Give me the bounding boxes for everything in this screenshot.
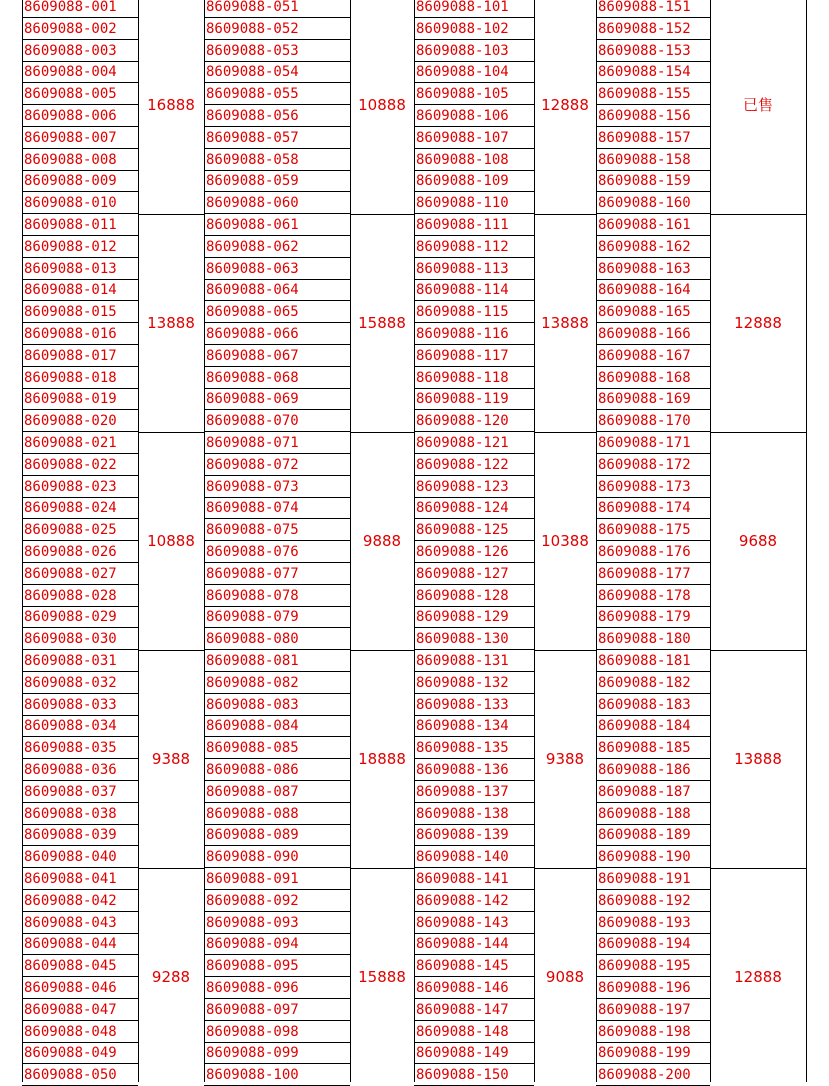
- phone-number-cell: 8609088-070: [204, 410, 350, 432]
- phone-number-cell: 8609088-143: [414, 912, 534, 934]
- phone-number-cell: 8609088-171: [596, 432, 710, 454]
- phone-number-cell: 8609088-051: [204, 0, 350, 18]
- phone-number-cell: 8609088-198: [596, 1021, 710, 1043]
- phone-number-cell: 8609088-066: [204, 323, 350, 345]
- phone-number-cell: 8609088-112: [414, 236, 534, 258]
- phone-number-cell: 8609088-120: [414, 410, 534, 432]
- price-cell: 已售: [742, 96, 773, 114]
- phone-number-cell: 8609088-077: [204, 563, 350, 585]
- phone-number-cell: 8609088-026: [22, 541, 138, 563]
- phone-number-cell: 8609088-064: [204, 279, 350, 301]
- phone-number-cell: 8609088-102: [414, 18, 534, 40]
- group-divider: [534, 868, 596, 869]
- phone-number-cell: 8609088-148: [414, 1021, 534, 1043]
- phone-number-cell: 8609088-181: [596, 650, 710, 672]
- phone-number-cell: 8609088-105: [414, 83, 534, 105]
- phone-number-cell: 8609088-195: [596, 955, 710, 977]
- phone-number-cell: 8609088-033: [22, 694, 138, 716]
- phone-number-cell: 8609088-006: [22, 105, 138, 127]
- phone-number-cell: 8609088-151: [596, 0, 710, 18]
- phone-number-cell: 8609088-158: [596, 149, 710, 171]
- phone-number-cell: 8609088-168: [596, 367, 710, 389]
- phone-number-cell: 8609088-079: [204, 606, 350, 628]
- phone-number-cell: 8609088-199: [596, 1042, 710, 1064]
- phone-number-cell: 8609088-010: [22, 192, 138, 214]
- phone-number-cell: 8609088-122: [414, 454, 534, 476]
- group-divider: [350, 432, 414, 433]
- phone-number-cell: 8609088-019: [22, 388, 138, 410]
- phone-number-cell: 8609088-135: [414, 737, 534, 759]
- phone-number-cell: 8609088-157: [596, 127, 710, 149]
- group-divider: [138, 432, 204, 433]
- phone-number-cell: 8609088-017: [22, 345, 138, 367]
- phone-number-cell: 8609088-009: [22, 170, 138, 192]
- phone-number-cell: 8609088-095: [204, 955, 350, 977]
- phone-number-cell: 8609088-034: [22, 715, 138, 737]
- phone-number-cell: 8609088-169: [596, 388, 710, 410]
- phone-number-cell: 8609088-163: [596, 258, 710, 280]
- phone-number-cell: 8609088-018: [22, 367, 138, 389]
- phone-number-cell: 8609088-129: [414, 606, 534, 628]
- phone-number-cell: 8609088-020: [22, 410, 138, 432]
- phone-number-cell: 8609088-116: [414, 323, 534, 345]
- phone-number-cell: 8609088-173: [596, 476, 710, 498]
- phone-number-cell: 8609088-175: [596, 519, 710, 541]
- phone-number-cell: 8609088-012: [22, 236, 138, 258]
- phone-number-cell: 8609088-131: [414, 650, 534, 672]
- phone-number-cell: 8609088-097: [204, 999, 350, 1021]
- phone-number-cell: 8609088-200: [596, 1064, 710, 1086]
- phone-number-cell: 8609088-185: [596, 737, 710, 759]
- grid-line-vertical: [806, 0, 807, 1082]
- phone-number-cell: 8609088-156: [596, 105, 710, 127]
- phone-number-cell: 8609088-047: [22, 999, 138, 1021]
- phone-number-cell: 8609088-036: [22, 759, 138, 781]
- phone-number-cell: 8609088-146: [414, 977, 534, 999]
- phone-number-cell: 8609088-008: [22, 149, 138, 171]
- phone-number-cell: 8609088-075: [204, 519, 350, 541]
- phone-number-cell: 8609088-027: [22, 563, 138, 585]
- phone-number-cell: 8609088-141: [414, 868, 534, 890]
- phone-number-cell: 8609088-057: [204, 127, 350, 149]
- price-cell: 13888: [147, 314, 195, 332]
- phone-number-cell: 8609088-186: [596, 759, 710, 781]
- phone-number-cell: 8609088-150: [414, 1064, 534, 1086]
- phone-number-cell: 8609088-133: [414, 694, 534, 716]
- phone-number-cell: 8609088-081: [204, 650, 350, 672]
- phone-number-cell: 8609088-086: [204, 759, 350, 781]
- phone-number-cell: 8609088-125: [414, 519, 534, 541]
- phone-number-cell: 8609088-011: [22, 214, 138, 236]
- phone-number-cell: 8609088-193: [596, 912, 710, 934]
- phone-number-cell: 8609088-121: [414, 432, 534, 454]
- phone-number-cell: 8609088-154: [596, 61, 710, 83]
- phone-number-cell: 8609088-053: [204, 40, 350, 62]
- phone-number-cell: 8609088-030: [22, 628, 138, 650]
- phone-number-cell: 8609088-124: [414, 497, 534, 519]
- phone-number-cell: 8609088-153: [596, 40, 710, 62]
- phone-number-cell: 8609088-023: [22, 476, 138, 498]
- phone-number-cell: 8609088-145: [414, 955, 534, 977]
- phone-number-cell: 8609088-029: [22, 606, 138, 628]
- group-divider: [710, 432, 806, 433]
- phone-number-cell: 8609088-170: [596, 410, 710, 432]
- phone-number-cell: 8609088-140: [414, 846, 534, 868]
- phone-number-cell: 8609088-101: [414, 0, 534, 18]
- phone-number-cell: 8609088-025: [22, 519, 138, 541]
- phone-number-cell: 8609088-127: [414, 563, 534, 585]
- phone-number-cell: 8609088-189: [596, 824, 710, 846]
- phone-number-cell: 8609088-082: [204, 672, 350, 694]
- phone-number-cell: 8609088-152: [596, 18, 710, 40]
- group-divider: [710, 650, 806, 651]
- phone-number-cell: 8609088-074: [204, 497, 350, 519]
- group-divider: [350, 650, 414, 651]
- phone-number-cell: 8609088-035: [22, 737, 138, 759]
- phone-number-cell: 8609088-159: [596, 170, 710, 192]
- phone-number-cell: 8609088-109: [414, 170, 534, 192]
- phone-number-cell: 8609088-041: [22, 868, 138, 890]
- phone-number-cell: 8609088-098: [204, 1021, 350, 1043]
- phone-number-cell: 8609088-056: [204, 105, 350, 127]
- phone-number-cell: 8609088-139: [414, 824, 534, 846]
- phone-number-cell: 8609088-187: [596, 781, 710, 803]
- price-cell: 12888: [734, 968, 782, 986]
- phone-number-cell: 8609088-001: [22, 0, 138, 18]
- price-cell: 9288: [151, 968, 191, 986]
- price-cell: 15888: [358, 968, 406, 986]
- phone-number-cell: 8609088-099: [204, 1042, 350, 1064]
- phone-number-cell: 8609088-050: [22, 1064, 138, 1086]
- price-cell: 9388: [545, 750, 585, 768]
- phone-number-cell: 8609088-137: [414, 781, 534, 803]
- phone-number-cell: 8609088-096: [204, 977, 350, 999]
- price-cell: 12888: [541, 96, 589, 114]
- price-cell: 10888: [147, 532, 195, 550]
- phone-number-cell: 8609088-167: [596, 345, 710, 367]
- phone-number-cell: 8609088-142: [414, 890, 534, 912]
- group-divider: [534, 432, 596, 433]
- phone-number-cell: 8609088-014: [22, 279, 138, 301]
- phone-number-cell: 8609088-039: [22, 824, 138, 846]
- group-divider: [534, 214, 596, 215]
- phone-number-cell: 8609088-126: [414, 541, 534, 563]
- phone-number-cell: 8609088-107: [414, 127, 534, 149]
- phone-number-cell: 8609088-002: [22, 18, 138, 40]
- phone-number-cell: 8609088-065: [204, 301, 350, 323]
- price-cell: 12888: [734, 314, 782, 332]
- price-cell: 13888: [541, 314, 589, 332]
- phone-number-cell: 8609088-072: [204, 454, 350, 476]
- phone-number-cell: 8609088-094: [204, 933, 350, 955]
- group-divider: [138, 868, 204, 869]
- phone-number-cell: 8609088-080: [204, 628, 350, 650]
- phone-number-cell: 8609088-015: [22, 301, 138, 323]
- group-divider: [534, 650, 596, 651]
- phone-number-cell: 8609088-062: [204, 236, 350, 258]
- phone-number-cell: 8609088-042: [22, 890, 138, 912]
- group-divider: [350, 214, 414, 215]
- phone-number-cell: 8609088-115: [414, 301, 534, 323]
- phone-number-cell: 8609088-144: [414, 933, 534, 955]
- phone-number-cell: 8609088-191: [596, 868, 710, 890]
- phone-number-cell: 8609088-084: [204, 715, 350, 737]
- phone-number-cell: 8609088-007: [22, 127, 138, 149]
- phone-number-cell: 8609088-078: [204, 585, 350, 607]
- phone-number-cell: 8609088-117: [414, 345, 534, 367]
- price-cell: 10388: [541, 532, 589, 550]
- phone-number-cell: 8609088-054: [204, 61, 350, 83]
- phone-number-cell: 8609088-046: [22, 977, 138, 999]
- phone-number-cell: 8609088-149: [414, 1042, 534, 1064]
- phone-number-cell: 8609088-069: [204, 388, 350, 410]
- phone-number-cell: 8609088-184: [596, 715, 710, 737]
- phone-number-cell: 8609088-190: [596, 846, 710, 868]
- price-cell: 16888: [147, 96, 195, 114]
- phone-number-cell: 8609088-179: [596, 606, 710, 628]
- phone-number-cell: 8609088-114: [414, 279, 534, 301]
- phone-number-cell: 8609088-182: [596, 672, 710, 694]
- phone-number-cell: 8609088-024: [22, 497, 138, 519]
- phone-number-cell: 8609088-092: [204, 890, 350, 912]
- phone-number-cell: 8609088-183: [596, 694, 710, 716]
- phone-number-cell: 8609088-113: [414, 258, 534, 280]
- phone-number-cell: 8609088-049: [22, 1042, 138, 1064]
- phone-number-cell: 8609088-021: [22, 432, 138, 454]
- price-cell: 13888: [734, 750, 782, 768]
- price-cell: 18888: [358, 750, 406, 768]
- price-cell: 9888: [362, 532, 402, 550]
- phone-number-cell: 8609088-031: [22, 650, 138, 672]
- phone-number-cell: 8609088-028: [22, 585, 138, 607]
- phone-number-cell: 8609088-032: [22, 672, 138, 694]
- phone-number-cell: 8609088-052: [204, 18, 350, 40]
- phone-number-cell: 8609088-055: [204, 83, 350, 105]
- phone-number-cell: 8609088-155: [596, 83, 710, 105]
- phone-number-cell: 8609088-118: [414, 367, 534, 389]
- price-cell: 15888: [358, 314, 406, 332]
- phone-number-cell: 8609088-110: [414, 192, 534, 214]
- phone-number-cell: 8609088-088: [204, 803, 350, 825]
- phone-number-cell: 8609088-048: [22, 1021, 138, 1043]
- phone-number-cell: 8609088-038: [22, 803, 138, 825]
- group-divider: [350, 868, 414, 869]
- phone-number-cell: 8609088-013: [22, 258, 138, 280]
- phone-number-cell: 8609088-194: [596, 933, 710, 955]
- group-divider: [138, 650, 204, 651]
- phone-number-cell: 8609088-161: [596, 214, 710, 236]
- phone-number-cell: 8609088-164: [596, 279, 710, 301]
- group-divider: [710, 214, 806, 215]
- phone-number-cell: 8609088-177: [596, 563, 710, 585]
- phone-number-cell: 8609088-160: [596, 192, 710, 214]
- phone-number-cell: 8609088-016: [22, 323, 138, 345]
- phone-number-cell: 8609088-022: [22, 454, 138, 476]
- phone-number-cell: 8609088-045: [22, 955, 138, 977]
- phone-number-cell: 8609088-166: [596, 323, 710, 345]
- phone-number-cell: 8609088-093: [204, 912, 350, 934]
- phone-number-cell: 8609088-180: [596, 628, 710, 650]
- phone-number-cell: 8609088-138: [414, 803, 534, 825]
- phone-number-cell: 8609088-196: [596, 977, 710, 999]
- phone-number-cell: 8609088-130: [414, 628, 534, 650]
- group-divider: [138, 214, 204, 215]
- phone-number-cell: 8609088-089: [204, 824, 350, 846]
- phone-number-cell: 8609088-147: [414, 999, 534, 1021]
- phone-number-cell: 8609088-076: [204, 541, 350, 563]
- phone-number-cell: 8609088-044: [22, 933, 138, 955]
- phone-number-cell: 8609088-176: [596, 541, 710, 563]
- phone-number-cell: 8609088-063: [204, 258, 350, 280]
- phone-number-cell: 8609088-068: [204, 367, 350, 389]
- phone-number-cell: 8609088-100: [204, 1064, 350, 1086]
- phone-number-cell: 8609088-071: [204, 432, 350, 454]
- phone-number-cell: 8609088-040: [22, 846, 138, 868]
- phone-number-cell: 8609088-083: [204, 694, 350, 716]
- phone-number-cell: 8609088-090: [204, 846, 350, 868]
- phone-number-cell: 8609088-197: [596, 999, 710, 1021]
- phone-number-cell: 8609088-172: [596, 454, 710, 476]
- phone-number-cell: 8609088-119: [414, 388, 534, 410]
- phone-number-cell: 8609088-165: [596, 301, 710, 323]
- phone-number-cell: 8609088-123: [414, 476, 534, 498]
- phone-number-cell: 8609088-061: [204, 214, 350, 236]
- price-cell: 9688: [738, 532, 778, 550]
- phone-number-cell: 8609088-174: [596, 497, 710, 519]
- phone-number-cell: 8609088-087: [204, 781, 350, 803]
- phone-number-cell: 8609088-004: [22, 61, 138, 83]
- phone-number-cell: 8609088-037: [22, 781, 138, 803]
- phone-number-cell: 8609088-192: [596, 890, 710, 912]
- group-divider: [710, 868, 806, 869]
- phone-number-cell: 8609088-058: [204, 149, 350, 171]
- phone-number-cell: 8609088-178: [596, 585, 710, 607]
- phone-number-cell: 8609088-103: [414, 40, 534, 62]
- phone-number-cell: 8609088-106: [414, 105, 534, 127]
- phone-number-cell: 8609088-085: [204, 737, 350, 759]
- phone-number-cell: 8609088-091: [204, 868, 350, 890]
- phone-number-cell: 8609088-134: [414, 715, 534, 737]
- price-cell: 9388: [151, 750, 191, 768]
- phone-number-cell: 8609088-073: [204, 476, 350, 498]
- phone-number-cell: 8609088-136: [414, 759, 534, 781]
- phone-number-cell: 8609088-132: [414, 672, 534, 694]
- phone-number-cell: 8609088-043: [22, 912, 138, 934]
- phone-number-cell: 8609088-111: [414, 214, 534, 236]
- phone-number-cell: 8609088-060: [204, 192, 350, 214]
- price-cell: 10888: [358, 96, 406, 114]
- phone-number-cell: 8609088-188: [596, 803, 710, 825]
- price-cell: 9088: [545, 968, 585, 986]
- phone-number-cell: 8609088-104: [414, 61, 534, 83]
- phone-number-cell: 8609088-128: [414, 585, 534, 607]
- phone-number-cell: 8609088-162: [596, 236, 710, 258]
- phone-number-cell: 8609088-108: [414, 149, 534, 171]
- phone-number-cell: 8609088-059: [204, 170, 350, 192]
- phone-number-cell: 8609088-005: [22, 83, 138, 105]
- phone-number-cell: 8609088-003: [22, 40, 138, 62]
- phone-number-cell: 8609088-067: [204, 345, 350, 367]
